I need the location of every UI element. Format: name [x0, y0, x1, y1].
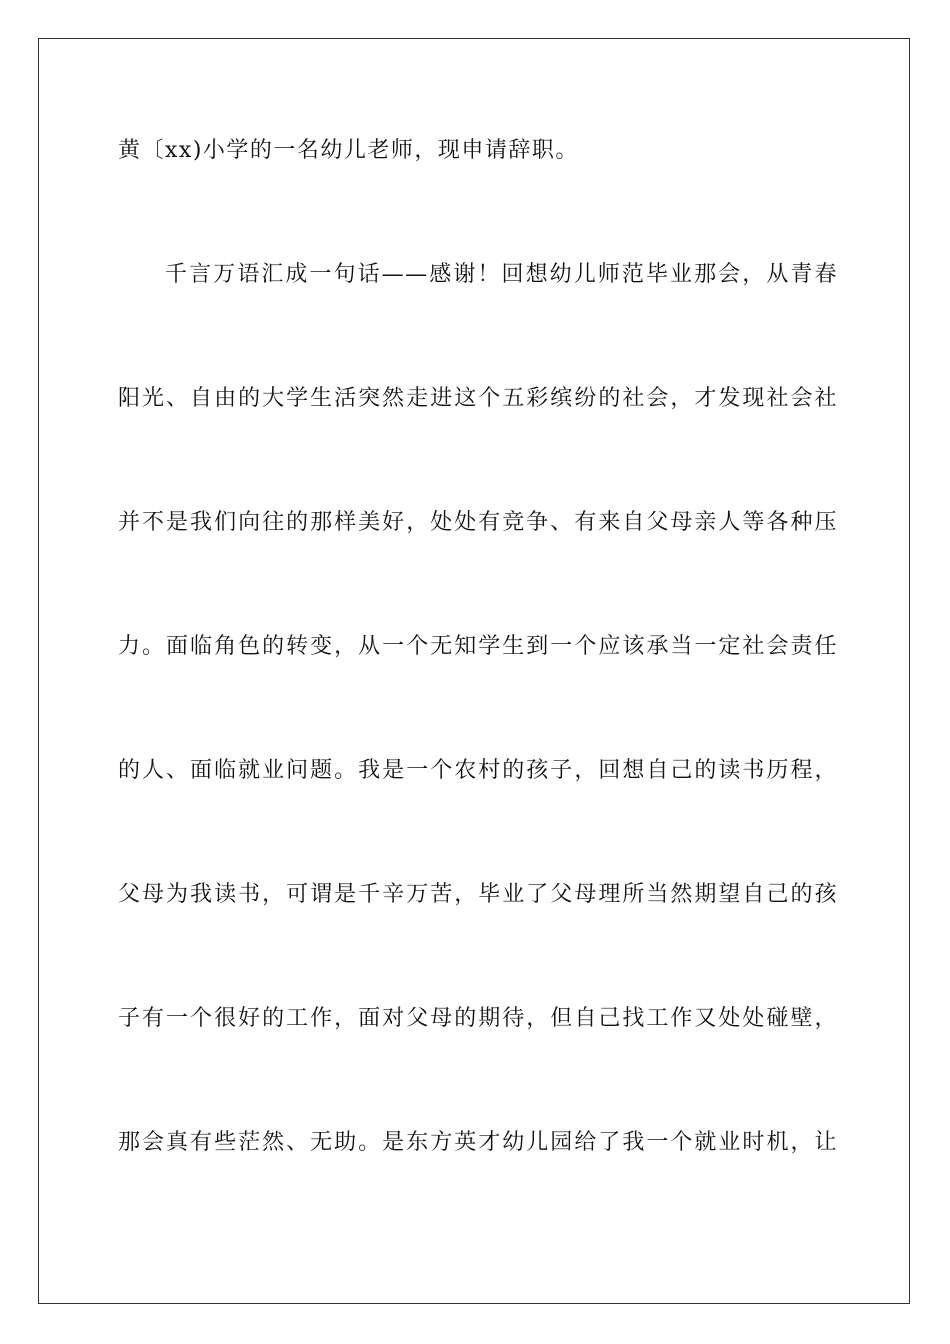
text-line-1: 黄〔xx)小学的一名幼儿老师，现申请辞职。: [118, 138, 579, 163]
text-line-2: 千言万语汇成一句话——感谢！回想幼儿师范毕业那会，从青春: [165, 262, 838, 287]
page-border: [38, 38, 910, 1304]
text-line-9: 那会真有些茫然、无助。是东方英才幼儿园给了我一个就业时机，让: [118, 1130, 838, 1155]
text-line-7: 父母为我读书，可谓是千辛万苦，毕业了父母理所当然期望自己的孩: [118, 882, 838, 907]
text-line-3: 阳光、自由的大学生活突然走进这个五彩缤纷的社会，才发现社会社: [118, 386, 838, 411]
text-line-5: 力。面临角色的转变，从一个无知学生到一个应该承当一定社会责任: [118, 634, 838, 659]
text-line-4: 并不是我们向往的那样美好，处处有竞争、有来自父母亲人等各种压: [118, 510, 838, 535]
text-line-6: 的人、面临就业问题。我是一个农村的孩子，回想自己的读书历程，: [118, 758, 838, 783]
text-line-8: 子有一个很好的工作，面对父母的期待，但自己找工作又处处碰壁，: [118, 1006, 838, 1031]
